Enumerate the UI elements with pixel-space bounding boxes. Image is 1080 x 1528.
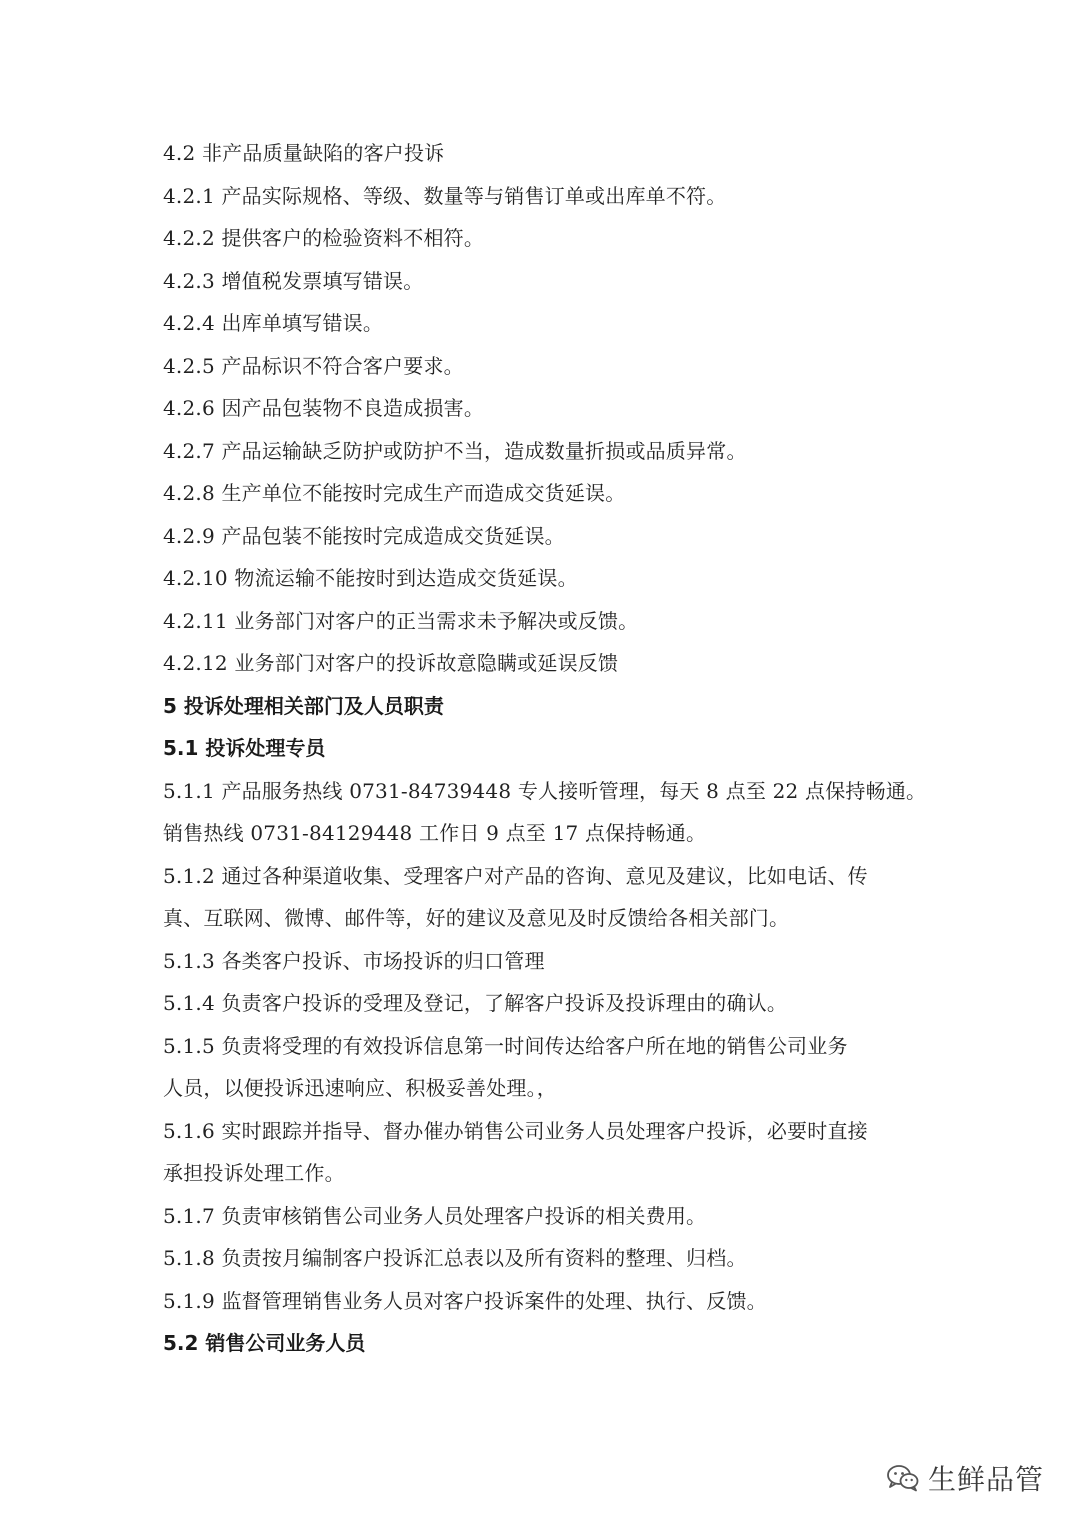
paragraph-5-1-6-line-2: 承担投诉处理工作。 <box>163 1161 345 1185</box>
wechat-icon <box>886 1463 920 1493</box>
section-5-2-heading: 5.2 销售公司业务人员 <box>163 1331 366 1355</box>
paragraph-5-1-9: 5.1.9 监督管理销售业务人员对客户投诉案件的处理、执行、反馈。 <box>163 1288 767 1313</box>
list-item-4-2-2: 4.2.2 提供客户的检验资料不相符。 <box>163 226 485 250</box>
list-item-4-2-9: 4.2.9 产品包装不能按时完成造成交货延误。 <box>163 523 565 548</box>
paragraph-5-1-6-line-1: 5.1.6 实时跟踪并指导、督办催办销售公司业务人员处理客户投诉，必要时直接 <box>163 1118 868 1143</box>
paragraph-5-1-8: 5.1.8 负责按月编制客户投诉汇总表以及所有资料的整理、归档。 <box>163 1246 747 1270</box>
paragraph-5-1-5-line-2: 人员，以便投诉迅速响应、积极妥善处理。， <box>163 1076 557 1100</box>
list-item-4-2-7: 4.2.7 产品运输缺乏防护或防护不当，造成数量折损或品质异常。 <box>163 438 747 463</box>
paragraph-5-1-2-line-2: 真、互联网、微博、邮件等，好的建议及意见及时反馈给各相关部门。 <box>163 906 790 930</box>
paragraph-5-1-7: 5.1.7 负责审核销售公司业务人员处理客户投诉的相关费用。 <box>163 1203 707 1228</box>
paragraph-5-1-4: 5.1.4 负责客户投诉的受理及登记，了解客户投诉及投诉理由的确认。 <box>163 991 788 1015</box>
paragraph-5-1-1-line-2: 销售热线 0731-84129448 工作日 9 点至 17 点保持畅通。 <box>163 821 707 845</box>
list-item-4-2-10: 4.2.10 物流运输不能按时到达造成交货延误。 <box>163 566 578 590</box>
watermark <box>886 1458 1044 1498</box>
section-5-heading: 5 投诉处理相关部门及人员职责 <box>163 693 444 718</box>
list-item-4-2-5: 4.2.5 产品标识不符合客户要求。 <box>163 353 464 378</box>
section-5-1-heading: 5.1 投诉处理专员 <box>163 736 326 760</box>
paragraph-5-1-2-line-1: 5.1.2 通过各种渠道收集、受理客户对产品的咨询、意见及建议，比如电话、传 <box>163 863 868 888</box>
watermark-text: 生鲜品管 <box>927 1463 1044 1496</box>
paragraph-5-1-1-line-1: 5.1.1 产品服务热线 0731-84739448 专人接听管理，每天 8 点至 22 点保持畅通。 <box>163 778 927 803</box>
list-item-4-2-1: 4.2.1 产品实际规格、等级、数量等与销售订单或出库单不符。 <box>163 183 727 208</box>
list-item-4-2-6: 4.2.6 因产品包装物不良造成损害。 <box>163 396 485 420</box>
document-body <box>163 132 927 1365</box>
section-4-2-title: 4.2 非产品质量缺陷的客户投诉 <box>163 141 445 165</box>
list-item-4-2-4: 4.2.4 出库单填写错误。 <box>163 311 384 335</box>
list-item-4-2-12: 4.2.12 业务部门对客户的投诉故意隐瞒或延误反馈 <box>163 651 619 675</box>
paragraph-5-1-3: 5.1.3 各类客户投诉、市场投诉的归口管理 <box>163 948 545 973</box>
list-item-4-2-11: 4.2.11 业务部门对客户的正当需求未予解决或反馈。 <box>163 608 639 633</box>
paragraph-5-1-5-line-1: 5.1.5 负责将受理的有效投诉信息第一时间传达给客户所在地的销售公司业务 <box>163 1033 848 1058</box>
list-item-4-2-8: 4.2.8 生产单位不能按时完成生产而造成交货延误。 <box>163 481 626 505</box>
list-item-4-2-3: 4.2.3 增值税发票填写错误。 <box>163 268 424 293</box>
